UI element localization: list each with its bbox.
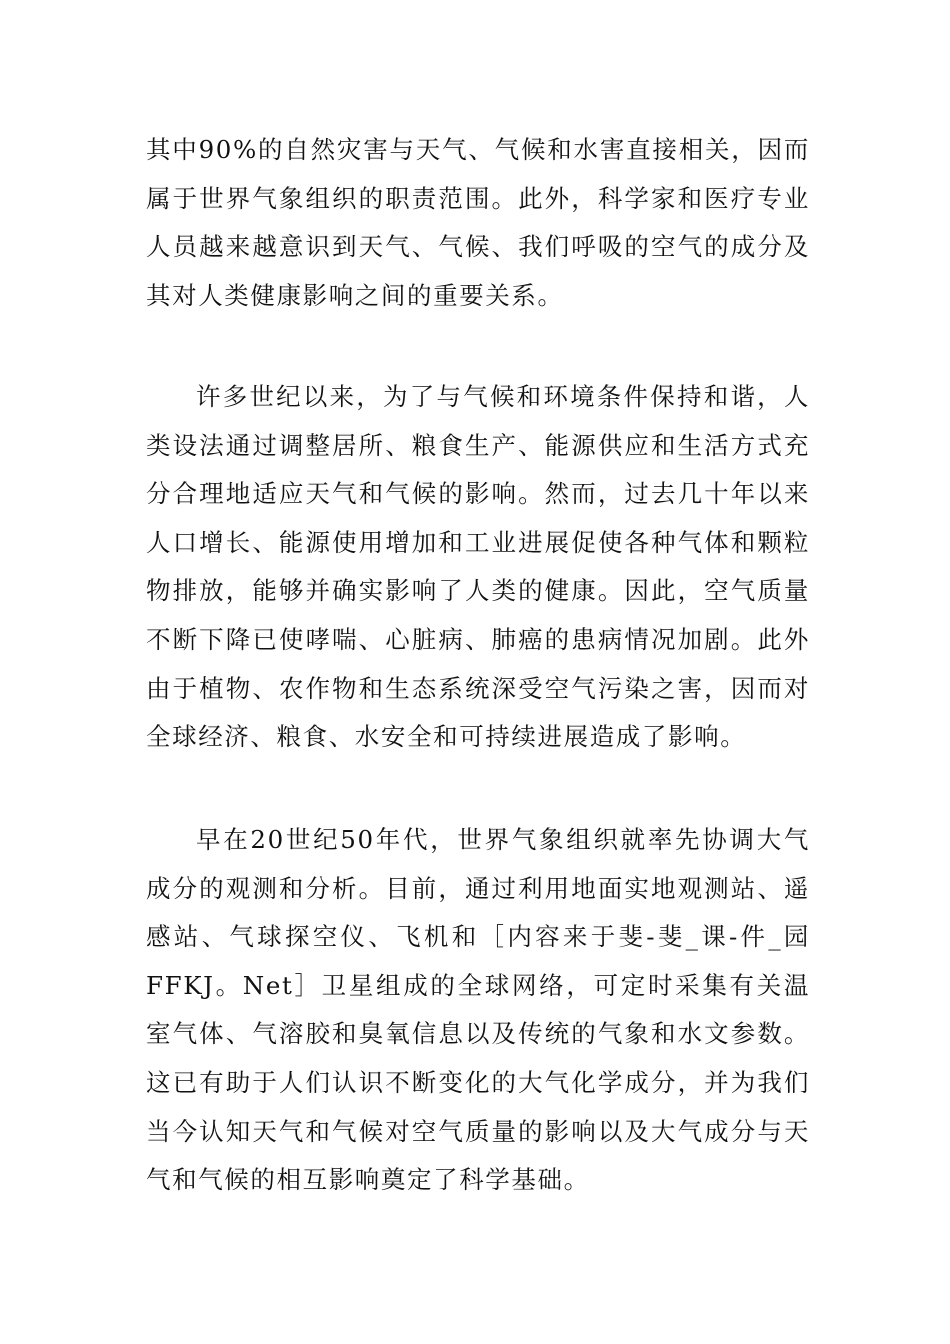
paragraph-3: 早在20世纪50年代，世界气象组织就率先协调大气成分的观测和分析。目前，通过利用地面实地观测站、遥感站、气球探空仪、飞机和［内容来于斐-斐_课-件_园FFKJ。Net］卫星组成的全球网络，可定时采集有关温室气体、气溶胶和臭氧信息以及传统的气象和水文参数。这已有助于人们认识不断变化的大气化学成分，并为我们当今认知天气和气候对空气质量的影响以及大气成分与天气和气候的相互影响奠定了科学基础。 xyxy=(146,825,810,1195)
paragraph-1: 其中90%的自然灾害与天气、气候和水害直接相关，因而属于世界气象组织的职责范围。此外，科学家和医疗专业人员越来越意识到天气、气候、我们呼吸的空气的成分及其对人类健康影响之间的重要关系。 xyxy=(146,135,810,310)
paragraph-2: 许多世纪以来，为了与气候和环境条件保持和谐，人类设法通过调整居所、粮食生产、能源供应和生活方式充分合理地适应天气和气候的影响。然而，过去几十年以来人口增长、能源使用增加和工业进展促使各种气体和颗粒物排放，能够并确实影响了人类的健康。因此，空气质量不断下降已使哮喘、心脏病、肺癌的患病情况加剧。此外由于植物、农作物和生态系统深受空气污染之害，因而对全球经济、粮食、水安全和可持续进展造成了影响。 xyxy=(146,382,810,752)
